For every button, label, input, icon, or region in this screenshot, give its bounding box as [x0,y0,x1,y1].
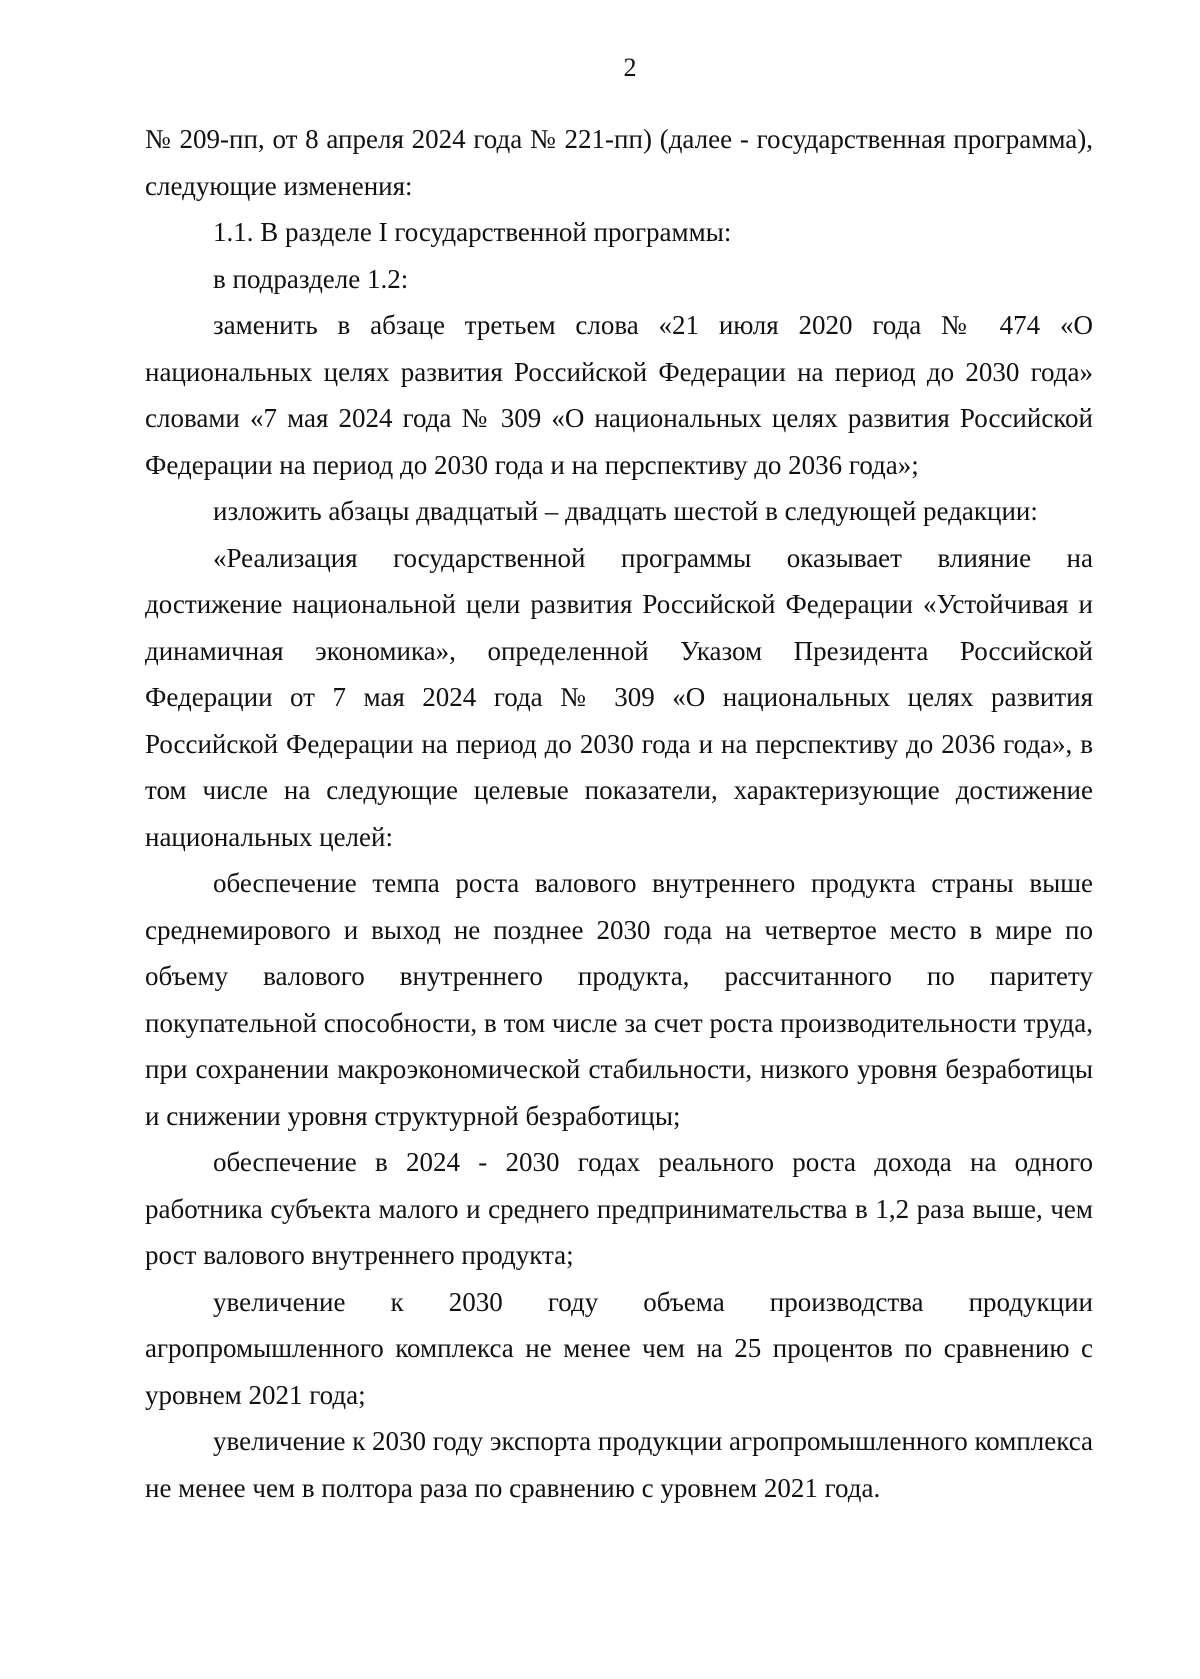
paragraph-replace-words: заменить в абзаце третьем слова «21 июля 2020 года № 474 «О национальных целях развития Российской Федерации на период до 2030 года» словами «7 мая 2024 года № 309 «О национальных целях развития Российской Федерации на период до 2030 года и на перспективу до 2036 года»; [145,310,1093,480]
paragraph-restate-intro: изложить абзацы двадцатый – двадцать шестой в следующей редакции: [213,496,1038,526]
paragraph-agro-export: увеличение к 2030 году экспорта продукции агропромышленного комплекса не менее чем в полтора раза по сравнению с уровнем 2021 года. [145,1426,1094,1503]
paragraph-section-heading: 1.1. В разделе I государственной программы: [213,217,732,247]
paragraph-gdp-growth: обеспечение темпа роста валового внутреннего продукта страны выше среднемирового и выход не позднее 2030 года на четвертое место в мире по объему валового внутреннего продукта, рассчитанного по паритету покупательной способности, в том числе за счет роста производительности труда, при сохранении макроэкономической стабильности, низкого уровня безработицы и снижении уровня структурной безработицы; [145,868,1093,1131]
paragraph-agro-production: увеличение к 2030 году объема производства продукции агропромышленного комплекса не менее чем на 25 процентов по сравнению с уровнем 2021 года; [145,1286,1093,1410]
document-body [145,116,1093,1511]
paragraph-sme-income: обеспечение в 2024 - 2030 годах реального роста дохода на одного работника субъекта малого и среднего предпринимательства в 1,2 раза выше, чем рост валового внутреннего продукта; [145,1147,1093,1270]
paragraph-program-impact: «Реализация государственной программы оказывает влияние на достижение национальной цели развития Российской Федерации «Устойчивая и динамичная экономика», определенной Указом Президента Российской Федерации от 7 мая 2024 года № 309 «О национальных целях развития Российской Федерации на период до 2030 года и на перспективу до 2036 года», в том числе на следующие целевые показатели, характеризующие достижение национальных целей: [145,542,1093,852]
page-number: 2 [623,53,637,82]
paragraph-subsection: в подразделе 1.2: [213,263,409,294]
paragraph-continuation: № 209-пп, от 8 апреля 2024 года № 221-пп) (далее - государственная программа), следующие изменения: [145,124,1093,201]
